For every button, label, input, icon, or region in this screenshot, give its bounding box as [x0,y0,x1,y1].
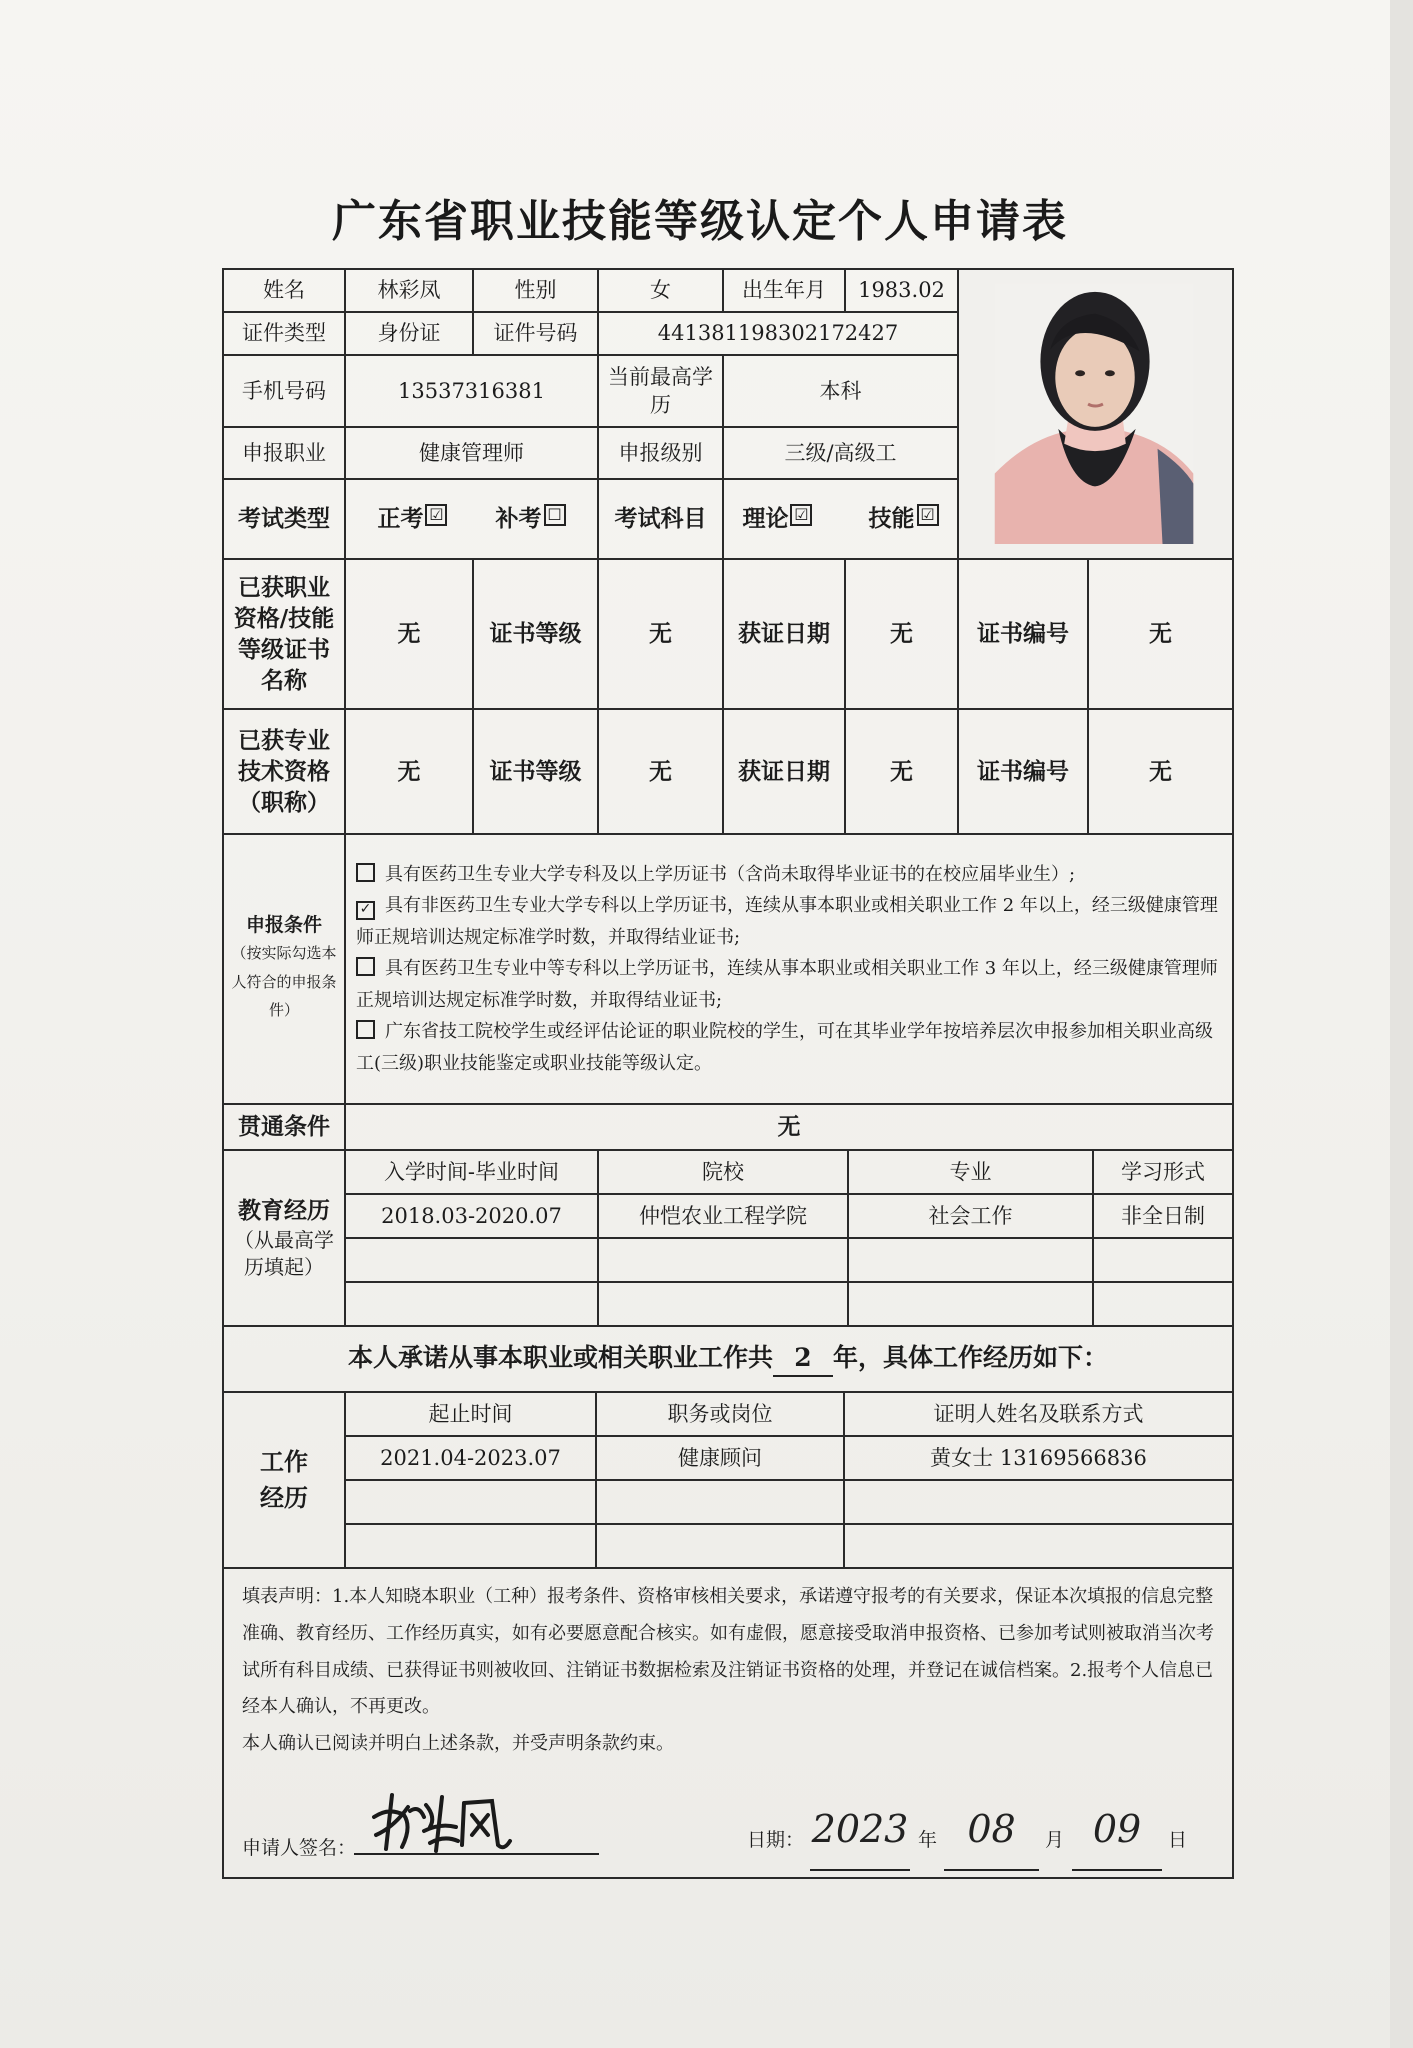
edu-value: 本科 [723,355,958,427]
work-reference: 黄女士 13169566836 [844,1436,1232,1480]
edu-school [598,1238,848,1282]
professional-cert-label: 已获专业技术资格（职称） [223,709,345,834]
work-reference [844,1480,1232,1524]
phone-value: 13537316381 [345,355,598,427]
vocational-date-label: 获证日期 [723,559,845,709]
theory-label: 理论 [742,505,789,533]
name-label: 姓名 [223,269,345,312]
education-label-cell [223,1150,345,1326]
condition-item [356,859,1222,891]
edu-school: 仲恺农业工程学院 [598,1194,848,1238]
id-type-value: 身份证 [345,312,473,355]
exam-subject-options [723,479,958,559]
professional-grade-value: 无 [598,709,723,834]
work-table [346,1393,1232,1567]
table-row [346,1436,1232,1480]
professional-no-label: 证书编号 [958,709,1088,834]
declaration-confirm: 本人确认已阅读并明白上述条款，并受声明条款约束。 [242,1733,674,1755]
makeup-exam-checkbox[interactable]: ☐ [544,504,566,526]
id-no-label: 证件号码 [473,312,598,355]
work-position [596,1480,844,1524]
regular-exam-checkbox[interactable]: ☑ [425,504,447,526]
conditions-sub-label: （按实际勾选本人符合的申报条件） [231,944,337,1020]
date-day: 09 [1072,1791,1162,1871]
skill-checkbox[interactable]: ☑ [917,504,939,526]
edu-header: 入学时间-毕业时间 [383,1159,560,1184]
pledge-suffix: 年，具体工作经历如下： [833,1343,1109,1372]
work-header: 证明人姓名及联系方式 [844,1393,1232,1436]
condition-text: 广东省技工院校学生或经评估论证的职业院校的学生，可在其毕业学年按培养层次申报参加相关职业高级工(三级)职业技能鉴定或职业技能等级认定。 [356,1021,1213,1074]
education-table-cell [345,1150,1233,1326]
edu-form [1093,1238,1232,1282]
vocational-grade-value: 无 [598,559,723,709]
edu-form: 非全日制 [1093,1194,1232,1238]
edu-school [598,1282,848,1325]
professional-no-value: 无 [1088,709,1233,834]
month-unit: 月 [1045,1829,1065,1852]
work-table-cell [345,1392,1233,1568]
edu-header: 专业 [848,1151,1093,1194]
condition-text: 具有医药卫生专业中等专科以上学历证书，连续从事本职业或相关职业工作 3 年以上，经三级健康管理师正规培训达规定标准学时数，并取得结业证书; [356,958,1218,1011]
id-type-label: 证件类型 [223,312,345,355]
condition-checkbox[interactable] [356,957,375,976]
table-row [346,1524,1232,1567]
date-label: 日期： [747,1829,805,1852]
condition-item [356,953,1222,1016]
form-title: 广东省职业技能等级认定个人申请表 [332,196,1068,247]
work-period [346,1480,596,1524]
work-label-cell [223,1392,345,1568]
regular-exam-label: 正考 [377,505,424,533]
work-pledge [223,1326,1233,1392]
table-row [346,1238,1232,1282]
theory-checkbox[interactable]: ☑ [790,504,812,526]
table-row [346,1480,1232,1524]
birth-label: 出生年月 [723,269,845,312]
edu-header: 学习形式 [1093,1151,1232,1194]
day-unit: 日 [1168,1829,1188,1852]
edu-period: 2018.03-2020.07 [346,1194,598,1238]
name-value: 林彩凤 [345,269,473,312]
skill-label: 技能 [868,505,915,533]
date-year: 2023 [810,1791,910,1871]
declaration-cell [223,1568,1233,1878]
conditions-label: 申报条件 [245,914,322,937]
edu-form [1093,1282,1232,1325]
vocational-cert-value: 无 [345,559,473,709]
edu-period [346,1238,598,1282]
phone-label: 手机号码 [223,355,345,427]
education-sub-label: （从最高学历填起） [234,1227,334,1279]
handwritten-signature [364,1787,514,1857]
work-period: 2021.04-2023.07 [346,1436,596,1480]
education-label: 教育经历 [238,1197,330,1225]
exam-type-label: 考试类型 [223,479,345,559]
vocational-no-label: 证书编号 [958,559,1088,709]
gender-label: 性别 [473,269,598,312]
work-position: 健康顾问 [596,1436,844,1480]
makeup-exam-label: 补考 [495,505,542,533]
birth-value: 1983.02 [845,269,958,312]
professional-grade-label: 证书等级 [473,709,598,834]
application-form [222,268,1234,1879]
conditions-label-cell [223,834,345,1104]
edu-header: 院校 [598,1151,848,1194]
paper-edge [1390,0,1413,2048]
signature-label: 申请人签名： [242,1837,357,1860]
vocational-grade-label: 证书等级 [473,559,598,709]
condition-checkbox[interactable] [356,863,375,882]
occupation-value: 健康管理师 [345,427,598,479]
edu-period [346,1282,598,1325]
condition-item [356,1016,1222,1079]
work-label: 工作经历 [260,1446,308,1512]
condition-checkbox[interactable]: ✓ [356,901,375,920]
table-row [346,1282,1232,1325]
edu-major: 社会工作 [848,1194,1093,1238]
edu-label: 当前最高学历 [598,355,723,427]
exam-type-options [345,479,598,559]
through-value: 无 [345,1104,1233,1150]
conditions-list [345,834,1233,1104]
level-label: 申报级别 [598,427,723,479]
gender-value: 女 [598,269,723,312]
professional-date-label: 获证日期 [723,709,845,834]
through-label: 贯通条件 [223,1104,345,1150]
vocational-no-value: 无 [1088,559,1233,709]
pledge-prefix: 本人承诺从事本职业或相关职业工作共 [347,1343,773,1372]
date-month: 08 [944,1791,1039,1871]
signature-row [242,1791,1218,1871]
education-table [346,1151,1232,1325]
work-period [346,1524,596,1567]
pledge-years: 2 [773,1341,833,1377]
work-position [596,1524,844,1567]
edu-major [848,1282,1093,1325]
applicant-photo [958,269,1233,559]
vocational-cert-label: 已获职业资格/技能等级证书名称 [223,559,345,709]
condition-text: 具有非医药卫生专业大学专科以上学历证书，连续从事本职业或相关职业工作 2 年以上，经三级健康管理师正规培训达规定标准学时数，并取得结业证书; [356,895,1218,948]
vocational-date-value: 无 [845,559,958,709]
id-no-value: 441381198302172427 [598,312,958,355]
professional-cert-value: 无 [345,709,473,834]
work-reference [844,1524,1232,1567]
condition-text: 具有医药卫生专业大学专科及以上学历证书（含尚未取得毕业证书的在校应届毕业生）; [385,863,1076,885]
occupation-label: 申报职业 [223,427,345,479]
condition-checkbox[interactable] [356,1020,375,1039]
condition-item [356,890,1222,953]
work-header: 起止时间 [428,1401,513,1426]
year-unit: 年 [918,1829,938,1852]
edu-major [848,1238,1093,1282]
exam-subject-label: 考试科目 [598,479,723,559]
level-value: 三级/高级工 [723,427,958,479]
declaration-text: 填表声明：1.本人知晓本职业（工种）报考条件、资格审核相关要求，承诺遵守报考的有关要求，保证本次填报的信息完整准确、教育经历、工作经历真实，如有必要愿意配合核实。如有虚假，愿意接受取消申报资格、已参加考试则被取消当次考试所有科目成绩、已获得证书则被收回、注销证书数据检索及注销证书资格的处理，并登记在诚信档案。2.报考个人信息已经本人确认，不再更改。 [242,1585,1214,1718]
table-row [346,1194,1232,1238]
professional-date-value: 无 [845,709,958,834]
work-header: 职务或岗位 [596,1393,844,1436]
